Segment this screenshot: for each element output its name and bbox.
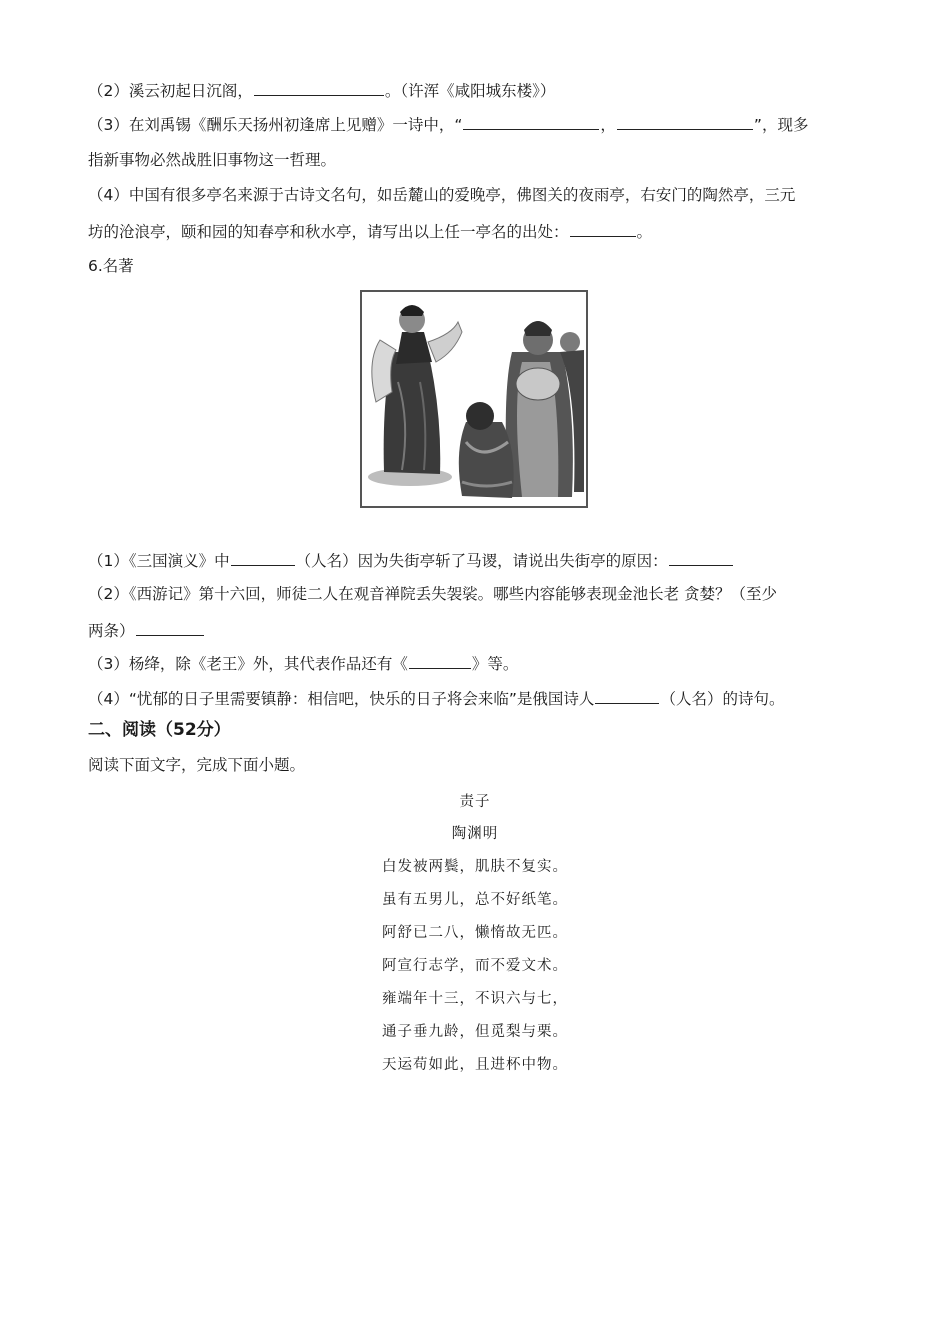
q6-item2-line2 xyxy=(88,620,205,641)
q5-item2-text-before: （2）溪云初起日沉阁， xyxy=(88,82,253,100)
poem-line: 雍端年十三，不识六与七， xyxy=(382,991,568,1007)
q5-item3-sep: ， xyxy=(600,116,616,134)
q5-item4-line1: （4）中国有很多亭名来源于古诗文名句，如岳麓山的爱晚亭，佛图关的夜雨亭，右安门的陶然亭，三元 xyxy=(88,186,796,204)
q6-item4 xyxy=(88,688,784,709)
q5-item2 xyxy=(88,80,555,101)
q5-item3-text-b: ”，现多 xyxy=(753,116,809,134)
poem-line: 通子垂九龄，但觅梨与栗。 xyxy=(382,1024,568,1040)
answer-blank[interactable] xyxy=(595,688,659,704)
poem-author: 陶渊明 xyxy=(451,826,499,842)
answer-blank[interactable] xyxy=(669,550,733,566)
q5-item4-line2 xyxy=(88,221,652,242)
q6-item3-text-a: （3）杨绛，除《老王》外，其代表作品还有《 xyxy=(88,655,408,673)
q6-item3 xyxy=(88,653,518,674)
q6-title: 6.名著 xyxy=(88,257,134,275)
answer-blank[interactable] xyxy=(409,653,471,669)
poem-line: 虽有五男儿，总不好纸笔。 xyxy=(382,892,568,908)
q6-item4-text-b: （人名）的诗句。 xyxy=(660,690,785,708)
illustration-image xyxy=(362,292,586,506)
q6-item4-text-a: （4）“忧郁的日子里需要镇静：相信吧，快乐的日子将会来临”是俄国诗人 xyxy=(88,690,595,708)
answer-blank[interactable] xyxy=(617,114,753,130)
answer-blank[interactable] xyxy=(231,550,295,566)
q5-item4-text-b: 。 xyxy=(636,223,653,241)
poem-line: 阿宣行志学，而不爱文术。 xyxy=(382,958,568,974)
q6-item3-text-b: 》等。 xyxy=(471,655,519,673)
q5-item3-text-a: （3）在刘禹锡《酬乐天扬州初逢席上见赠》一诗中，“ xyxy=(88,116,463,134)
answer-blank[interactable] xyxy=(570,221,636,237)
q5-item3-line1 xyxy=(88,114,808,135)
answer-blank[interactable] xyxy=(136,620,204,636)
q5-item3-line2: 指新事物必然战胜旧事物这一哲理。 xyxy=(88,151,337,169)
q6-item1-text-a: （1）《三国演义》中 xyxy=(88,552,230,570)
q6-item2-text: 两条） xyxy=(88,622,135,640)
q5-item2-text-after: 。（许浑《咸阳城东楼》） xyxy=(384,82,556,100)
illustration-figure xyxy=(360,290,588,508)
poem-line: 白发被两鬓，肌肤不复实。 xyxy=(382,859,568,875)
answer-blank[interactable] xyxy=(463,114,599,130)
section-heading: 二、阅读（52分） xyxy=(88,720,231,740)
poem-line: 阿舒已二八，懒惰故无匹。 xyxy=(382,925,568,941)
poem-title: 责子 xyxy=(459,794,491,810)
q6-item2-line1: （2）《西游记》第十六回，师徒二人在观音禅院丢失袈裟。哪些内容能够表现金池长老 贪婪？（至少 xyxy=(88,585,778,603)
q5-item4-text-a: 坊的沧浪亭，颐和园的知春亭和秋水亭，请写出以上任一亭名的出处： xyxy=(88,223,569,241)
q6-item1 xyxy=(88,550,734,571)
q6-item1-text-b: （人名）因为失街亭斩了马谡，请说出失街亭的原因： xyxy=(295,552,668,570)
answer-blank[interactable] xyxy=(254,80,384,96)
section-instruction: 阅读下面文字，完成下面小题。 xyxy=(88,756,306,774)
poem-line: 天运苟如此，且进杯中物。 xyxy=(382,1057,568,1073)
